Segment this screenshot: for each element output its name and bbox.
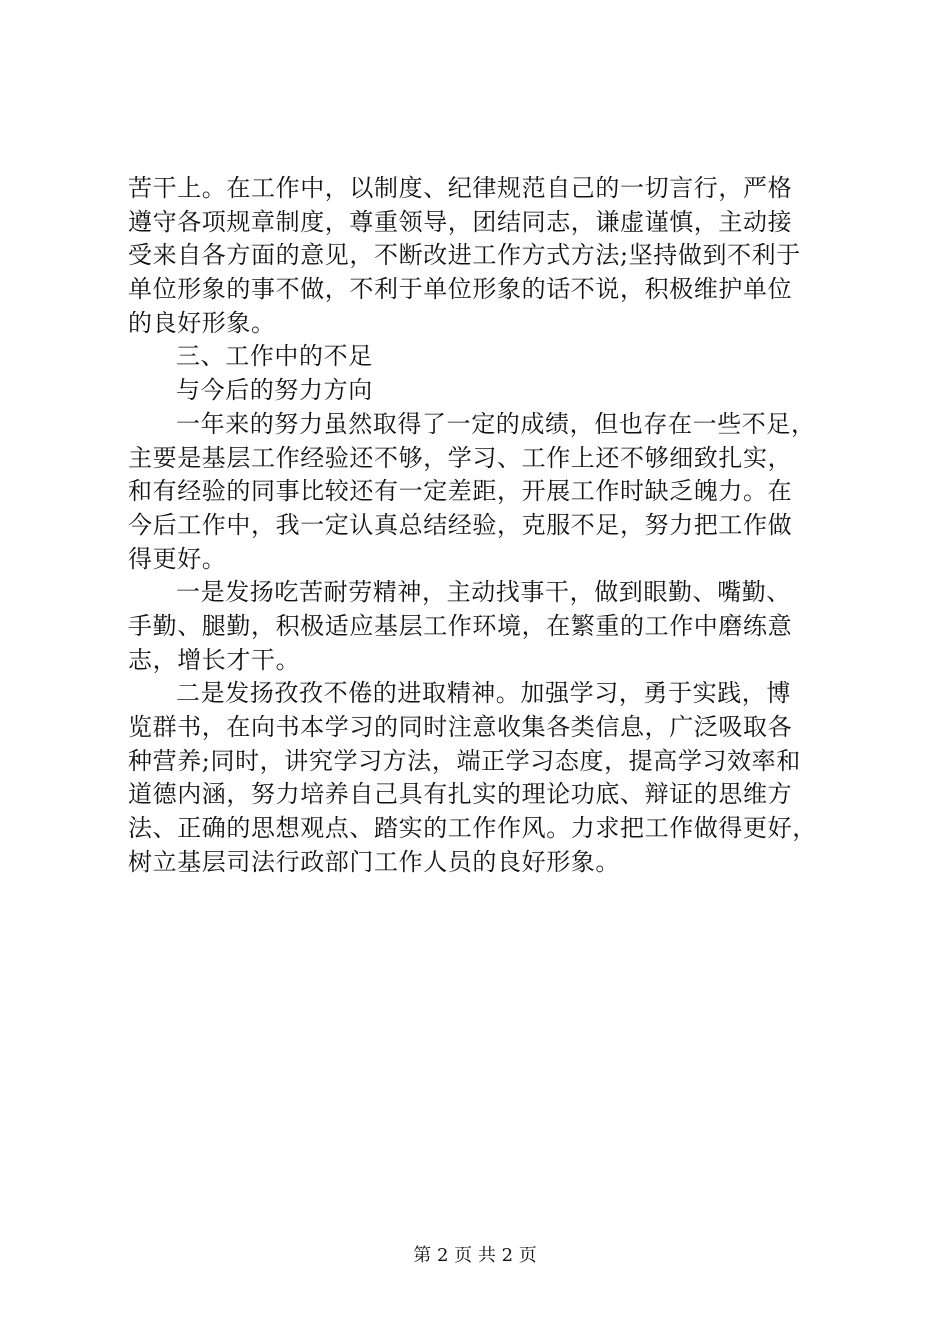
- paragraph-line-indented: 一年来的努力虽然取得了一定的成绩，但也存在一些不足，: [176, 409, 816, 438]
- paragraph-line: 和有经验的同事比较还有一定差距，开展工作时缺乏魄力。在: [128, 477, 793, 506]
- paragraph-line: 主要是基层工作经验还不够，学习、工作上还不够细致扎实，: [128, 443, 793, 472]
- paragraph-line-indented: 一是发扬吃苦耐劳精神，主动找事干，做到眼勤、嘴勤、: [176, 578, 791, 607]
- paragraph-line: 种营养;同时，讲究学习方法，端正学习态度，提高学习效率和: [128, 746, 801, 775]
- document-body: [128, 172, 838, 879]
- page-number-label: 第 2 页 共 2 页: [413, 1245, 537, 1266]
- paragraph-line: 览群书，在向书本学习的同时注意收集各类信息，广泛吸取各: [128, 713, 793, 741]
- paragraph-line: 志，增长才干。: [128, 645, 301, 674]
- paragraph-line-indented: 三、工作中的不足: [176, 342, 373, 371]
- paragraph-line: 得更好。: [128, 544, 227, 573]
- paragraph-line: 手勤、腿勤，积极适应基层工作环境，在繁重的工作中磨练意: [128, 611, 793, 640]
- page-footer: [0, 1244, 950, 1268]
- paragraph-line: 苦干上。在工作中，以制度、纪律规范自己的一切言行，严格: [128, 174, 793, 202]
- paragraph-line-indented: 二是发扬孜孜不倦的进取精神。加强学习，勇于实践，博: [176, 679, 791, 708]
- paragraph-line: 道德内涵，努力培养自己具有扎实的理论功底、辩证的思维方: [128, 780, 793, 809]
- paragraph-line: 法、正确的思想观点、踏实的工作作风。力求把工作做得更好，: [128, 814, 817, 843]
- paragraph-line: 今后工作中，我一定认真总结经验，克服不足，努力把工作做: [128, 510, 793, 539]
- paragraph-line: 单位形象的事不做，不利于单位形象的话不说，积极维护单位: [128, 275, 793, 304]
- paragraph-line: 遵守各项规章制度，尊重领导，团结同志，谦虚谨慎，主动接: [128, 207, 793, 236]
- paragraph-line-indented: 与今后的努力方向: [176, 376, 373, 405]
- paragraph-line: 树立基层司法行政部门工作人员的良好形象。: [128, 847, 620, 876]
- paragraph-line: 受来自各方面的意见，不断改进工作方式方法;坚持做到不利于: [128, 241, 801, 270]
- paragraph-line: 的良好形象。: [128, 308, 276, 337]
